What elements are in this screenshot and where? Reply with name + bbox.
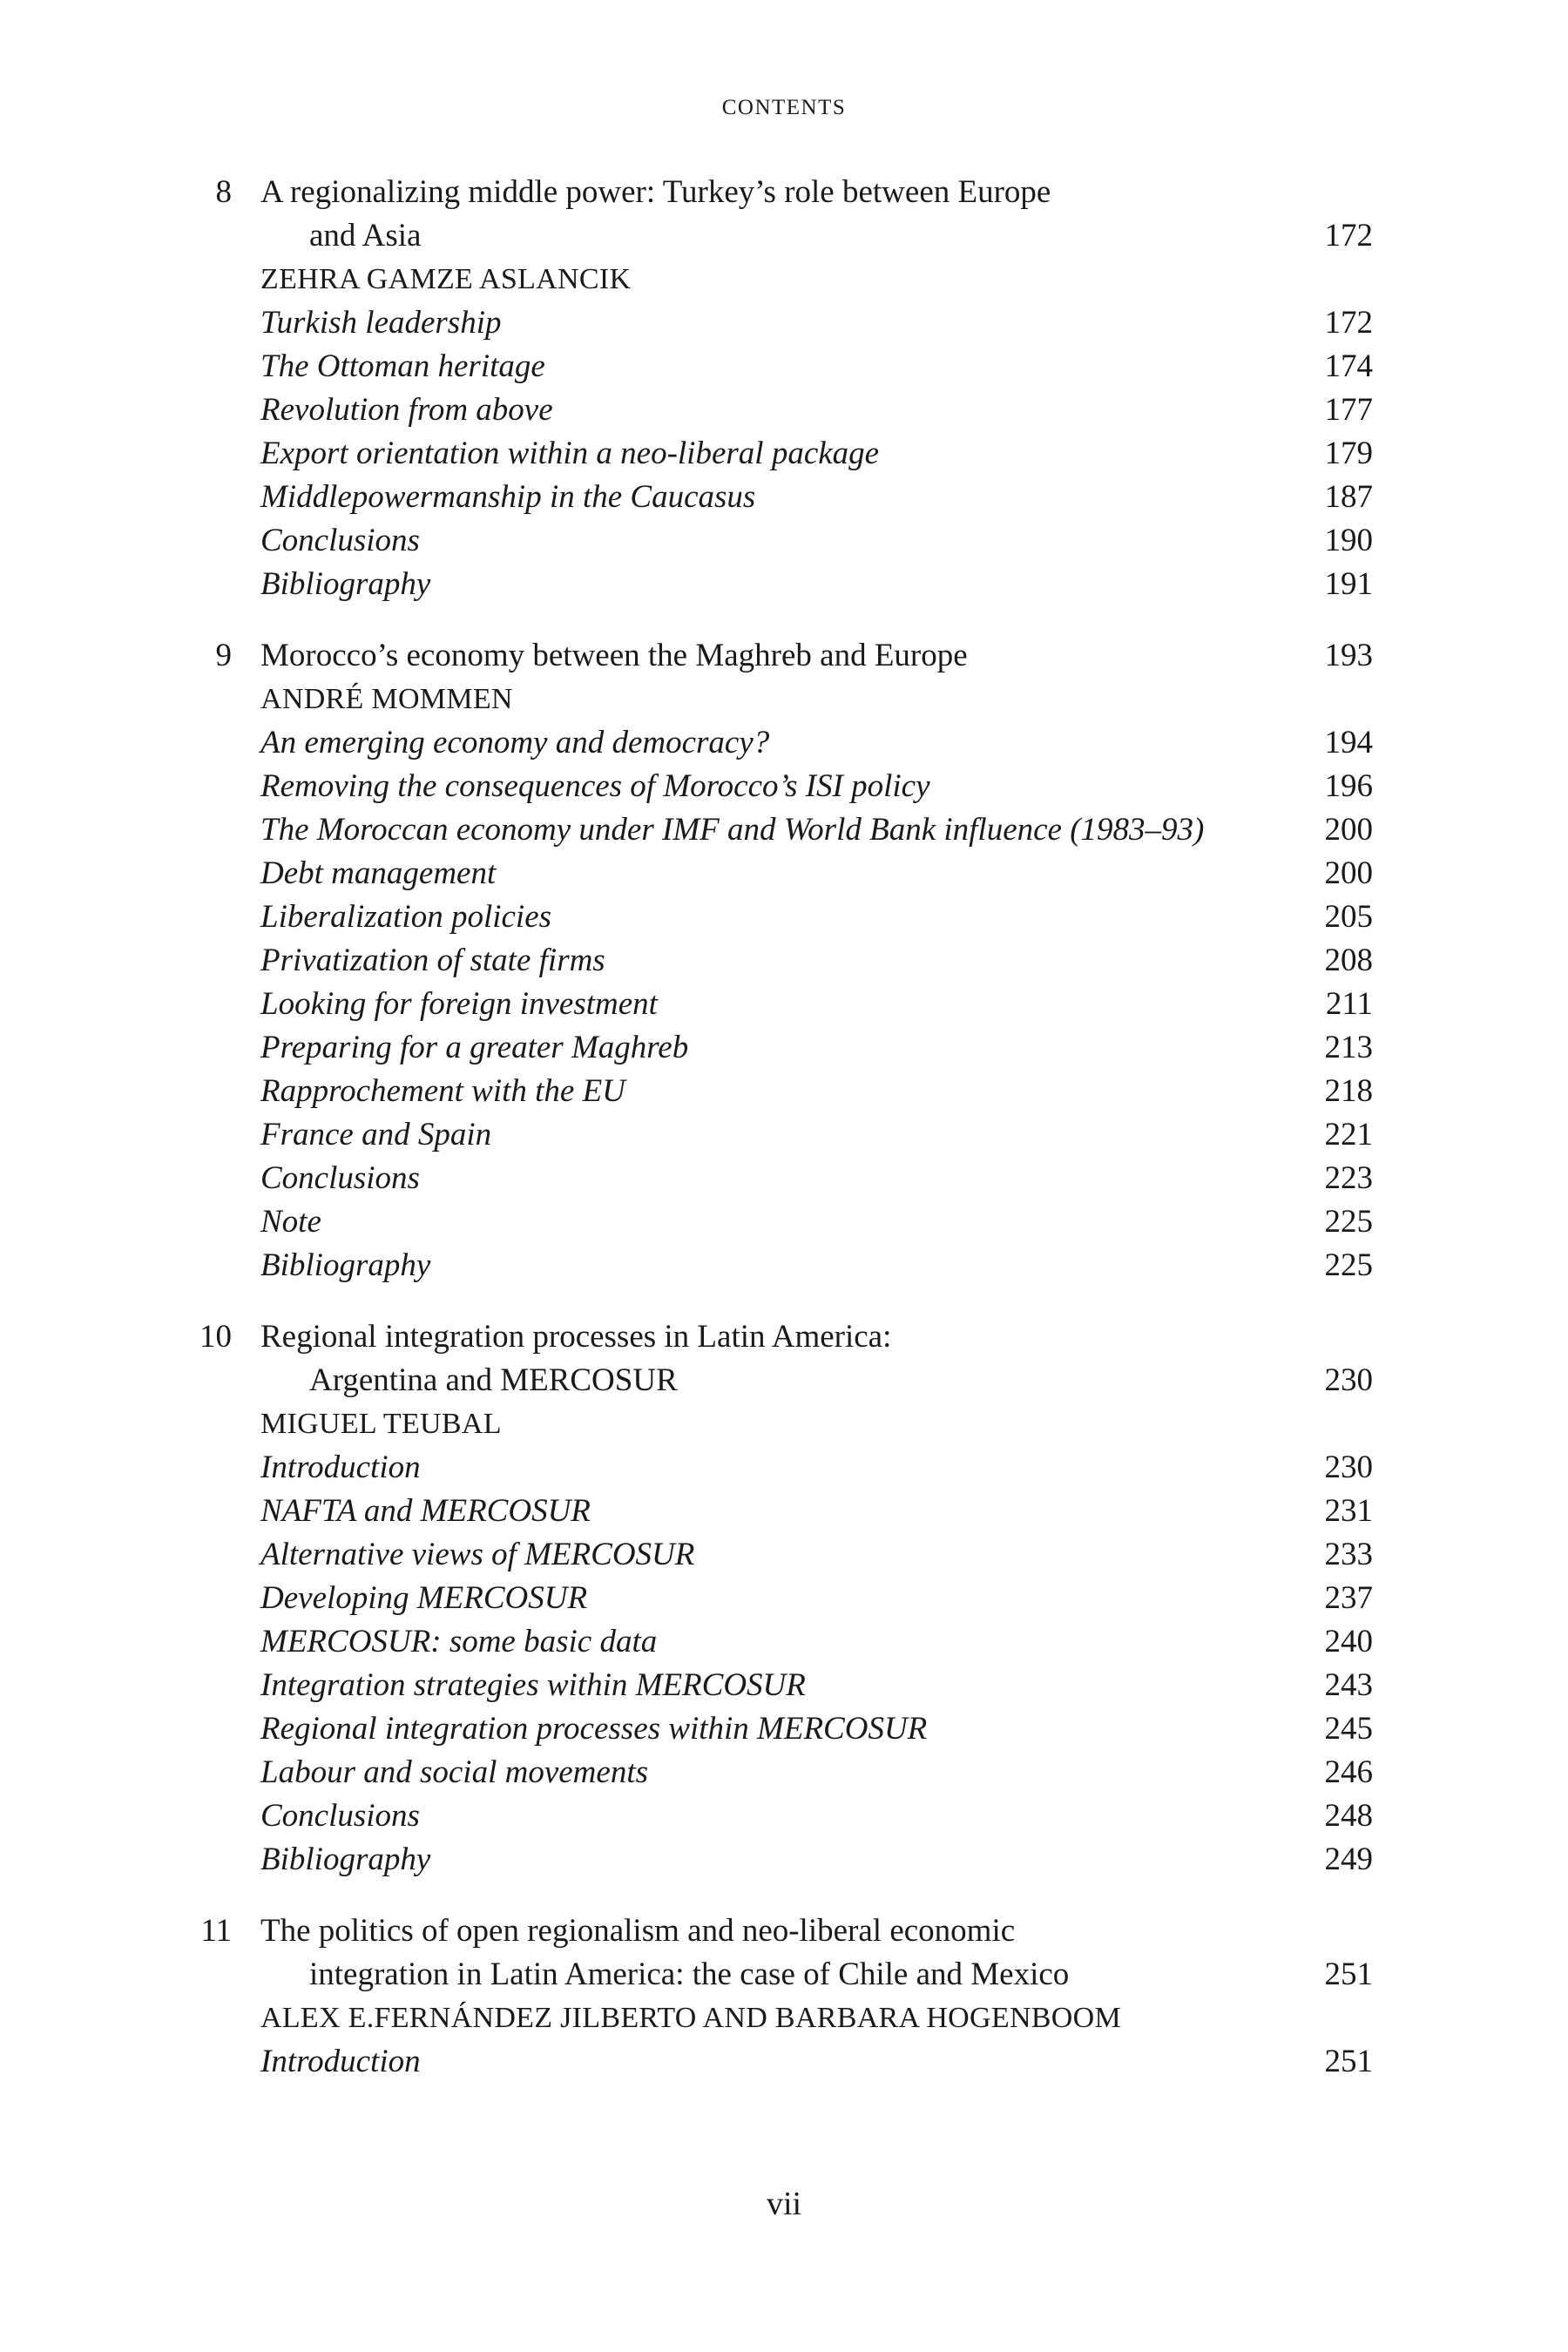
section-page-number: 196 [1324, 768, 1373, 804]
chapter-title-text: Morocco’s economy between the Maghreb and Europe [260, 638, 968, 673]
table-of-contents [192, 171, 1373, 2112]
section-title: Introduction [260, 2044, 421, 2079]
section-title: Alternative views of MERCOSUR [260, 1537, 695, 1572]
section-title: Conclusions [260, 1798, 420, 1834]
section-entry [192, 983, 1373, 1026]
section-page-number: 231 [1324, 1493, 1373, 1529]
section-title: Middlepowermanship in the Caucasus [260, 479, 756, 515]
section-title: Conclusions [260, 1160, 420, 1196]
section-entry [192, 519, 1373, 563]
chapter-title-text: The politics of open regionalism and neo-liberal economic [260, 1913, 1016, 1949]
section-title: Looking for foreign investment [260, 986, 658, 1022]
chapter-page-number: 230 [1324, 1362, 1373, 1398]
section-entry [192, 2040, 1373, 2084]
chapter-authors [192, 1402, 1373, 1446]
section-title: France and Spain [260, 1117, 492, 1152]
section-entry [192, 1244, 1373, 1288]
section-title: Integration strategies within MERCOSUR [260, 1667, 806, 1703]
section-entry [192, 852, 1373, 896]
section-title: Removing the consequences of Morocco’s ISI policy [260, 768, 930, 804]
section-title: MERCOSUR: some basic data [260, 1624, 658, 1659]
section-page-number: 208 [1324, 943, 1373, 978]
section-entry [192, 1200, 1373, 1244]
chapter-page-number: 172 [1324, 218, 1373, 253]
section-page-number: 251 [1324, 2044, 1373, 2079]
section-page-number: 225 [1324, 1204, 1373, 1240]
section-page-number: 200 [1324, 855, 1373, 891]
section-entry [192, 345, 1373, 389]
chapter-title-line [192, 1315, 1373, 1359]
author-names: ZEHRA GAMZE ASLANCIK [260, 263, 632, 295]
section-title: Liberalization policies [260, 899, 552, 935]
author-names: ANDRÉ MOMMEN [260, 683, 513, 715]
section-page-number: 177 [1324, 392, 1373, 428]
chapter-page-number: 251 [1324, 1957, 1373, 1992]
section-entry [192, 476, 1373, 519]
section-entry [192, 1751, 1373, 1794]
chapter-title-text: and Asia [309, 218, 422, 253]
section-entry [192, 896, 1373, 939]
section-entry [192, 1157, 1373, 1200]
section-title: Bibliography [260, 1842, 431, 1877]
section-title: Developing MERCOSUR [260, 1580, 588, 1616]
chapter-title-line [192, 634, 1373, 678]
chapter-authors [192, 258, 1373, 301]
section-page-number: 187 [1324, 479, 1373, 515]
section-page-number: 249 [1324, 1842, 1373, 1877]
chapter-entry [192, 634, 1373, 1288]
chapter-authors [192, 678, 1373, 721]
section-page-number: 240 [1324, 1624, 1373, 1659]
section-page-number: 218 [1324, 1073, 1373, 1109]
section-title: Bibliography [260, 566, 431, 602]
section-title: Turkish leadership [260, 305, 502, 341]
chapter-title-text: integration in Latin America: the case of Chile and Mexico [309, 1957, 1070, 1992]
section-title: Regional integration processes within MERCOSUR [260, 1711, 928, 1747]
section-page-number: 225 [1324, 1247, 1373, 1283]
section-entry [192, 721, 1373, 765]
section-title: Labour and social movements [260, 1754, 648, 1790]
section-page-number: 211 [1325, 986, 1373, 1022]
section-page-number: 179 [1324, 436, 1373, 471]
section-title: An emerging economy and democracy? [260, 725, 770, 760]
section-page-number: 237 [1324, 1580, 1373, 1616]
section-title: The Ottoman heritage [260, 348, 545, 384]
section-entry [192, 765, 1373, 808]
section-page-number: 191 [1324, 566, 1373, 602]
chapter-number: 11 [200, 1913, 232, 1949]
section-entry [192, 1577, 1373, 1620]
section-page-number: 245 [1324, 1711, 1373, 1747]
section-page-number: 172 [1324, 305, 1373, 341]
section-page-number: 243 [1324, 1667, 1373, 1703]
section-entry [192, 432, 1373, 476]
section-page-number: 213 [1324, 1030, 1373, 1065]
section-entry [192, 1070, 1373, 1113]
section-page-number: 246 [1324, 1754, 1373, 1790]
section-entry [192, 301, 1373, 345]
section-page-number: 223 [1324, 1160, 1373, 1196]
author-names: ALEX E.FERNÁNDEZ JILBERTO AND BARBARA HOGENBOOM [260, 2002, 1122, 2034]
section-page-number: 174 [1324, 348, 1373, 384]
section-title: Revolution from above [260, 392, 553, 428]
chapter-title-line [192, 214, 1373, 258]
section-entry [192, 808, 1373, 852]
chapter-title-text: Regional integration processes in Latin America: [260, 1319, 892, 1355]
chapter-title-line [192, 1359, 1373, 1402]
chapter-title-text: A regionalizing middle power: Turkey’s role between Europe [260, 174, 1051, 210]
chapter-page-number: 193 [1324, 638, 1373, 673]
section-page-number: 205 [1324, 899, 1373, 935]
chapter-number: 10 [199, 1319, 232, 1355]
chapter-title-line [192, 171, 1373, 214]
section-title: Rapprochement with the EU [260, 1073, 625, 1109]
section-entry [192, 1026, 1373, 1070]
section-entry [192, 1707, 1373, 1751]
section-page-number: 200 [1324, 812, 1373, 848]
section-page-number: 194 [1324, 725, 1373, 760]
section-title: Privatization of state firms [260, 943, 605, 978]
section-title: Bibliography [260, 1247, 431, 1283]
section-entry [192, 939, 1373, 983]
section-page-number: 221 [1324, 1117, 1373, 1152]
section-title: Preparing for a greater Maghreb [260, 1030, 689, 1065]
page-number: vii [766, 2186, 802, 2222]
section-page-number: 230 [1324, 1450, 1373, 1485]
chapter-entry [192, 1909, 1373, 2084]
chapter-title-text: Argentina and MERCOSUR [309, 1362, 678, 1398]
section-entry [192, 1620, 1373, 1664]
chapter-entry [192, 171, 1373, 606]
chapter-authors [192, 1997, 1373, 2040]
section-entry [192, 1664, 1373, 1707]
section-title: NAFTA and MERCOSUR [260, 1493, 591, 1529]
section-entry [192, 1446, 1373, 1490]
section-title: Introduction [260, 1450, 421, 1485]
section-entry [192, 1794, 1373, 1838]
section-entry [192, 1533, 1373, 1577]
author-names: MIGUEL TEUBAL [260, 1408, 502, 1440]
chapter-title-line [192, 1909, 1373, 1953]
chapter-number: 9 [215, 638, 232, 673]
chapter-number: 8 [215, 174, 232, 210]
section-entry [192, 563, 1373, 606]
section-page-number: 190 [1324, 523, 1373, 558]
running-head: CONTENTS [721, 96, 847, 119]
section-entry [192, 1838, 1373, 1882]
chapter-title-line [192, 1953, 1373, 1997]
section-entry [192, 389, 1373, 432]
section-title: Note [260, 1204, 321, 1240]
section-title: The Moroccan economy under IMF and World Bank influence (1983–93) [260, 812, 1205, 848]
section-title: Conclusions [260, 523, 420, 558]
section-page-number: 233 [1324, 1537, 1373, 1572]
section-page-number: 248 [1324, 1798, 1373, 1834]
section-title: Debt management [260, 855, 497, 891]
chapter-entry [192, 1315, 1373, 1882]
section-entry [192, 1490, 1373, 1533]
section-title: Export orientation within a neo-liberal package [260, 436, 880, 471]
section-entry [192, 1113, 1373, 1157]
